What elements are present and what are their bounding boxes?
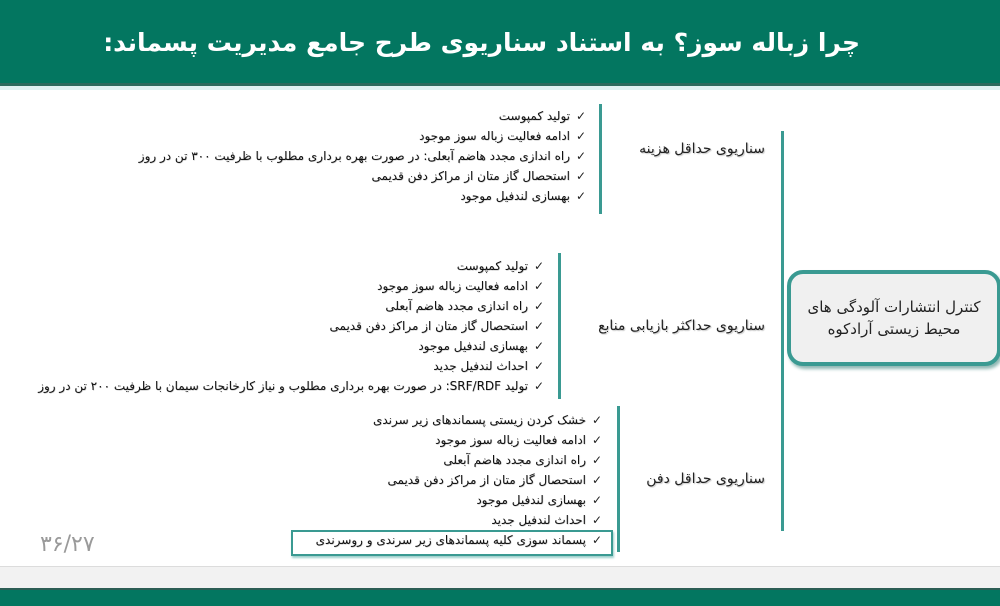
check-icon: ✓ [575,169,587,183]
root-node-box [787,270,1000,366]
list-item: ✓ ادامه فعالیت زباله سوز موجود [139,126,592,146]
list-item: ✓ استحصال گاز متان از مراکز دفن قدیمی [139,166,592,186]
check-icon: ✓ [591,513,603,527]
list-item: ✓ تولید کمپوست [38,256,550,276]
scenario-3-item-list [316,410,608,550]
check-icon: ✓ [591,413,603,427]
scenario-3-list-line [617,406,620,552]
root-node-text [807,296,980,340]
scenario-label-max-recovery: سناریوی حداکثر بازیابی منابع [598,318,765,334]
check-icon: ✓ [591,433,603,447]
list-item: ✓ بهسازی لندفیل موجود [316,490,608,510]
list-item: ✓ راه اندازی مجدد هاضم آبعلی [38,296,550,316]
check-icon: ✓ [591,533,603,547]
check-icon: ✓ [575,149,587,163]
check-icon: ✓ [533,279,545,293]
check-icon: ✓ [591,473,603,487]
list-item-highlighted: ✓ پسماند سوزی کلیه پسماندهای زیر سرندی و روسرندی [316,530,608,550]
list-item: ✓ استحصال گاز متان از مراکز دفن قدیمی [38,316,550,336]
check-icon: ✓ [533,379,545,393]
footer-band [0,566,1000,589]
scenario-label-min-landfill: سناریوی حداقل دفن [646,471,765,487]
root-node-line-2: محیط زیستی آرادکوه [827,320,961,338]
check-icon: ✓ [533,359,545,373]
check-icon: ✓ [575,129,587,143]
scenario-2-list-line [558,253,561,399]
check-icon: ✓ [533,339,545,353]
slide-footer [0,588,1000,606]
check-icon: ✓ [533,299,545,313]
check-icon: ✓ [591,453,603,467]
scenario-2-item-list [38,256,550,396]
root-node-line-1: کنترل انتشارات آلودگی های [807,298,981,316]
list-item: ✓ ادامه فعالیت زباله سوز موجود [38,276,550,296]
list-item: ✓ ادامه فعالیت زباله سوز موجود [316,430,608,450]
list-item: ✓ احداث لندفیل جدید [316,510,608,530]
check-icon: ✓ [533,319,545,333]
slide-header [0,0,1000,86]
page-number: ۳۶/۲۷ [40,532,95,557]
list-item: ✓ استحصال گاز متان از مراکز دفن قدیمی [316,470,608,490]
header-divider [0,86,1000,90]
slide-title: چرا زباله سوز؟ به استناد سناریوی طرح جامع مدیریت پسماند: [103,28,860,57]
scenario-label-min-cost: سناریوی حداقل هزینه [639,141,765,157]
list-item: ✓ راه اندازی مجدد هاضم آبعلی [316,450,608,470]
list-item: ✓ راه اندازی مجدد هاضم آبعلی: در صورت بهره برداری مطلوب با ظرفیت ۳۰۰ تن در روز [139,146,592,166]
check-icon: ✓ [575,189,587,203]
check-icon: ✓ [575,109,587,123]
list-item: ✓ بهسازی لندفیل موجود [139,186,592,206]
list-item: ✓ خشک کردن زیستی پسماندهای زیر سرندی [316,410,608,430]
check-icon: ✓ [533,259,545,273]
list-item: ✓ تولید SRF/RDF: در صورت بهره برداری مطلوب و نیاز کارخانجات سیمان با ظرفیت ۲۰۰ تن در روز [38,376,550,396]
list-item: ✓ بهسازی لندفیل موجود [38,336,550,356]
main-trunk-line [781,131,784,531]
check-icon: ✓ [591,493,603,507]
scenario-1-list-line [599,104,602,214]
scenario-1-item-list [139,106,592,206]
list-item: ✓ احداث لندفیل جدید [38,356,550,376]
list-item: ✓ تولید کمپوست [139,106,592,126]
